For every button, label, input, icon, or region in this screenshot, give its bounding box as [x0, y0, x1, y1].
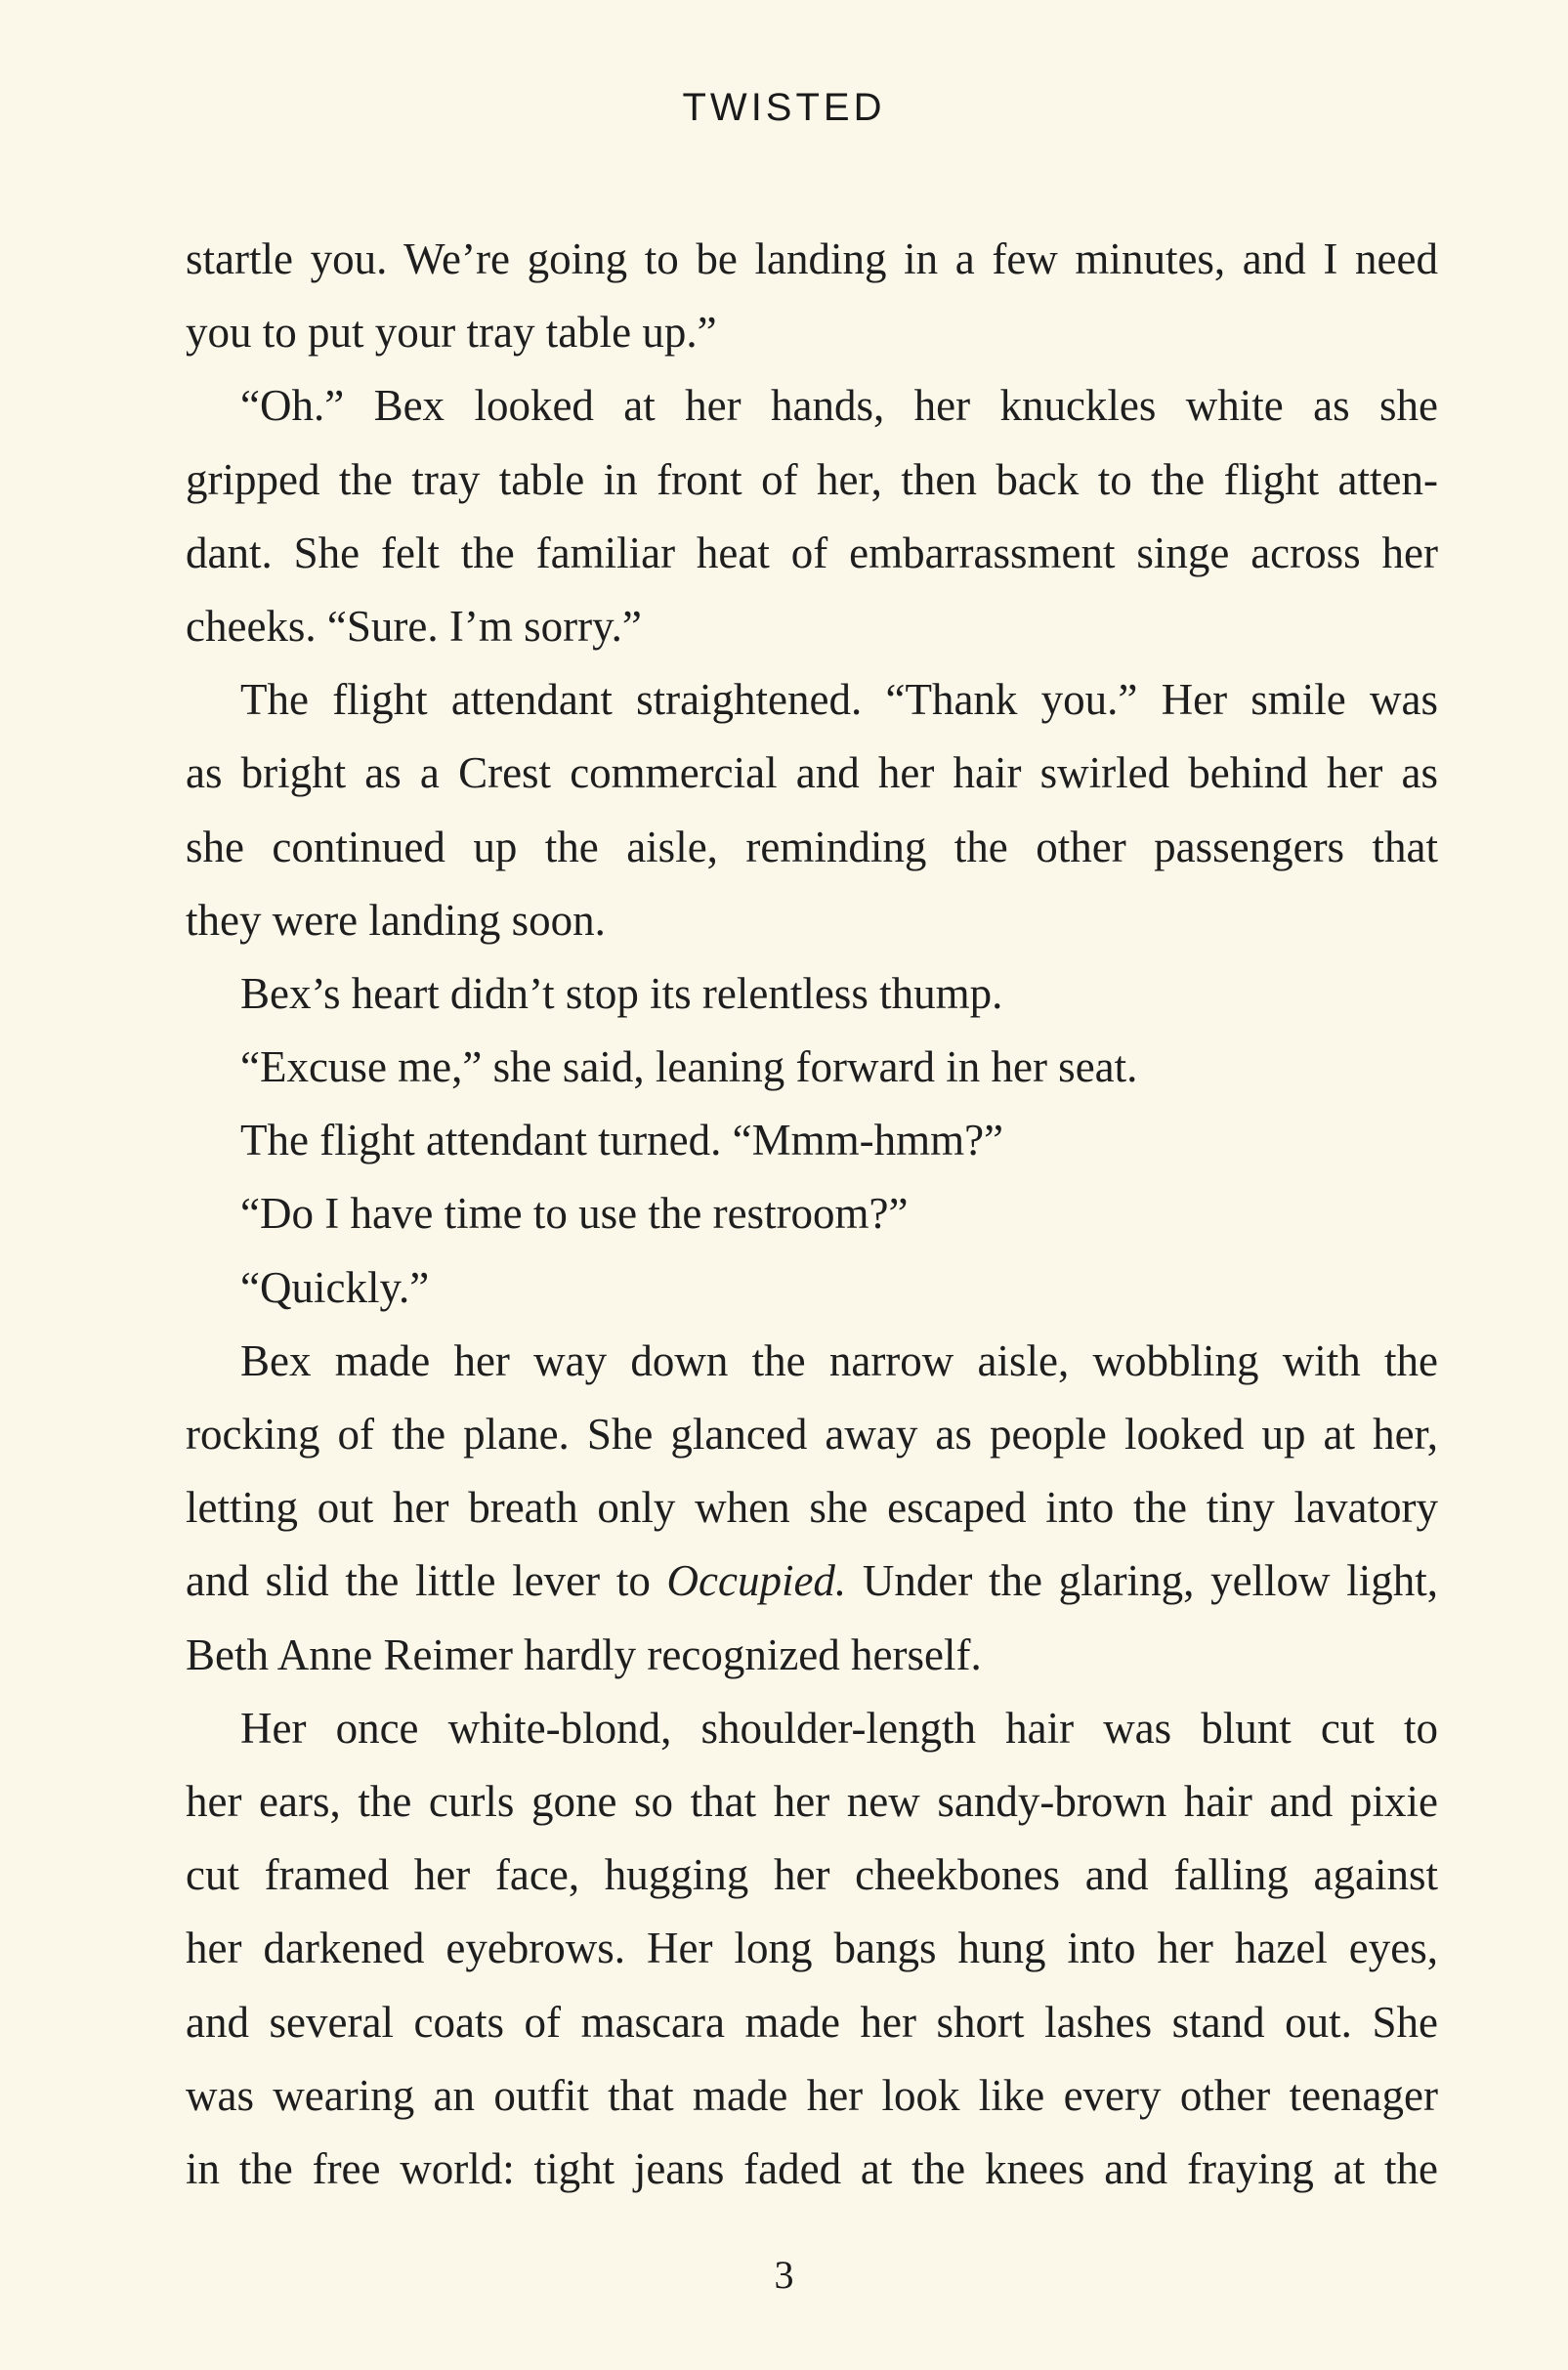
text-run: and slid the little lever to — [186, 1556, 667, 1606]
text-line: Beth Anne Reimer hardly recognized herself. — [186, 1629, 982, 1679]
text-line: was wearing an outfit that made her look like every other teenager — [186, 2070, 1438, 2120]
text-line: startle you. We’re going to be landing in a few minutes, and I need — [186, 234, 1438, 283]
text-line: Her once white-blond, shoulder-length hair was blunt cut to — [240, 1703, 1438, 1753]
text-line: in the free world: tight jeans faded at the knees and fraying at the — [186, 2143, 1438, 2193]
page-number: 3 — [774, 2253, 794, 2297]
text-line: as bright as a Crest commercial and her hair swirled behind her as — [186, 748, 1438, 798]
text-line: you to put your tray table up.” — [186, 308, 717, 358]
text-line: cheeks. “Sure. I’m sorry.” — [186, 601, 642, 651]
text-line: she continued up the aisle, reminding the other passengers that — [186, 822, 1438, 871]
text-line: “Oh.” Bex looked at her hands, her knuckles white as she — [240, 381, 1438, 431]
running-head: TWISTED — [682, 86, 886, 129]
text-line: and several coats of mascara made her short lashes stand out. She — [186, 1997, 1438, 2047]
text-line: The flight attendant turned. “Mmm-hmm?” — [240, 1116, 1004, 1165]
text-line: Bex made her way down the narrow aisle, wobbling with the — [240, 1335, 1438, 1385]
text-line: “Do I have time to use the restroom?” — [240, 1189, 909, 1239]
italic-run: Occupied. — [666, 1556, 847, 1606]
text-line: gripped the tray table in front of her, then back to the flight atten- — [186, 454, 1438, 504]
text-line: her ears, the curls gone so that her new sandy-brown hair and pixie — [186, 1776, 1438, 1826]
body-text — [186, 223, 1438, 2206]
text-line: “Excuse me,” she said, leaning forward in her seat. — [240, 1042, 1138, 1092]
text-line — [186, 1545, 1438, 1618]
text-line: her darkened eyebrows. Her long bangs hung into her hazel eyes, — [186, 1924, 1438, 1973]
text-line: rocking of the plane. She glanced away as people looked up at her, — [186, 1410, 1438, 1459]
text-line: they were landing soon. — [186, 895, 606, 945]
text-line: cut framed her face, hugging her cheekbones and falling against — [186, 1850, 1438, 1900]
text-line: letting out her breath only when she escaped into the tiny lavatory — [186, 1483, 1438, 1533]
text-line: “Quickly.” — [240, 1262, 430, 1312]
text-line: The flight attendant straightened. “Thank you.” Her smile was — [240, 675, 1438, 725]
text-run: Under the glaring, yellow light, — [846, 1556, 1438, 1606]
text-line: dant. She felt the familiar heat of embarrassment singe across her — [186, 528, 1438, 577]
text-line: Bex’s heart didn’t stop its relentless thump. — [240, 968, 1003, 1018]
